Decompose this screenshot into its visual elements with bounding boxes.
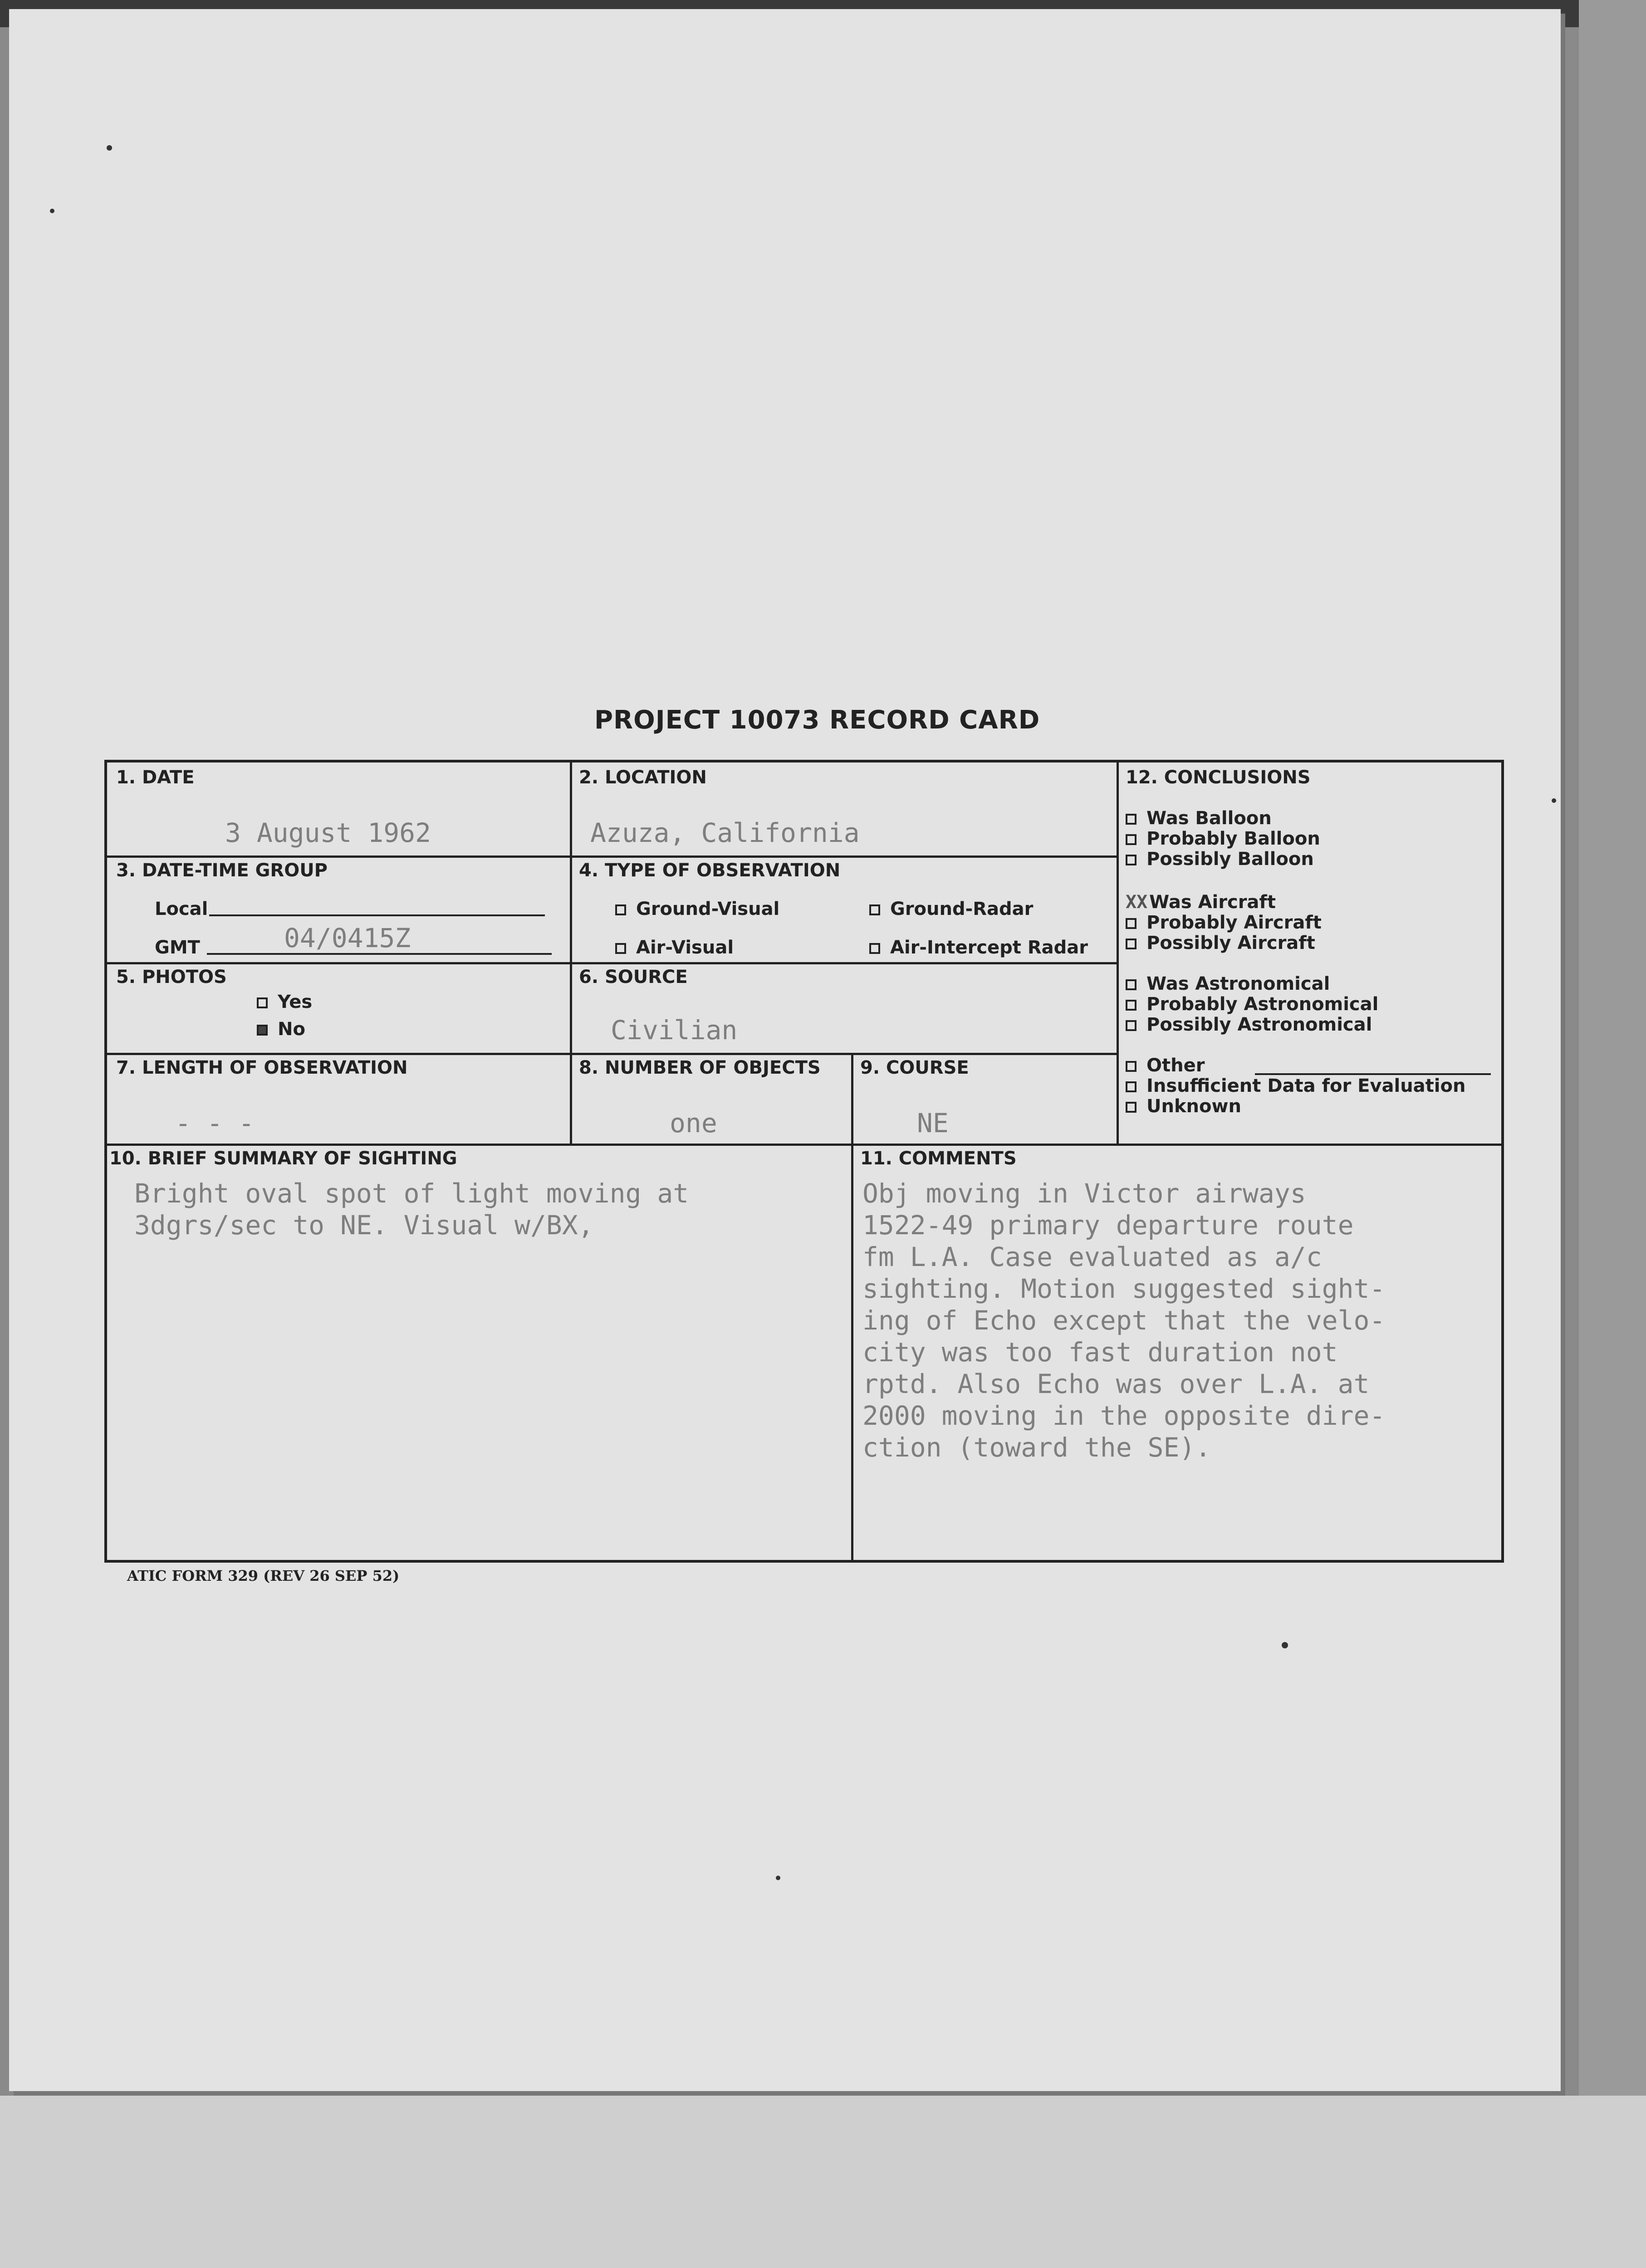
checkbox-icon [1126,918,1137,929]
conclusion-was-balloon: Was Balloon [1126,808,1272,829]
location-label: 2. LOCATION [579,767,707,788]
length-of-observation-value: - - - [175,1108,255,1139]
summary-line: 3dgrs/sec to NE. Visual w/BX, [134,1210,594,1241]
conclusion-was-aircraft: XX Was Aircraft [1126,892,1276,913]
dust-speck [1552,798,1556,803]
source-value: Civilian [611,1015,738,1046]
comments-line: ction (toward the SE). [862,1432,1211,1463]
conclusion-unknown: Unknown [1126,1096,1241,1117]
comments-line: city was too fast duration not [862,1337,1338,1368]
comments-line: 2000 moving in the opposite dire- [862,1400,1386,1431]
checkbox-icon [1126,1061,1137,1072]
checkbox-icon [1126,938,1137,949]
conclusion-other: Other [1126,1055,1205,1076]
checkbox-icon [1126,834,1137,845]
course-value: NE [917,1108,949,1139]
option-ground-radar: Ground-Radar [869,899,1033,919]
option-air-intercept-radar: Air-Intercept Radar [869,937,1088,958]
conclusion-was-astronomical: Was Astronomical [1126,973,1330,994]
conclusions-label: 12. CONCLUSIONS [1126,767,1311,788]
comments-line: sighting. Motion suggested sight- [862,1273,1386,1304]
conclusion-possibly-astronomical: Possibly Astronomical [1126,1014,1372,1035]
comments-line: 1522-49 primary departure route [862,1210,1354,1241]
card-title: PROJECT 10073 RECORD CARD [594,705,1040,735]
gmt-value: 04/0415Z [284,923,411,953]
checkbox-icon [1126,1102,1137,1113]
dust-speck [776,1876,780,1880]
local-underline [209,914,545,916]
checkbox-icon [1126,979,1137,990]
scan-bottom-area [0,2096,1646,2268]
summary-line: Bright oval spot of light moving at [134,1178,689,1209]
summary-label: 10. BRIEF SUMMARY OF SIGHTING [109,1148,457,1169]
local-label: Local [155,899,208,919]
conclusion-probably-balloon: Probably Balloon [1126,828,1320,849]
conclusion-possibly-balloon: Possibly Balloon [1126,849,1314,870]
date-value: 3 August 1962 [225,817,431,848]
checkbox-icon [1126,1081,1137,1092]
dust-speck [107,145,112,151]
conclusion-possibly-aircraft: Possibly Aircraft [1126,933,1315,953]
checkbox-icon [1126,1000,1137,1011]
option-air-visual: Air-Visual [615,937,734,958]
photos-label: 5. PHOTOS [116,967,227,987]
dust-speck [50,209,54,213]
record-card [104,760,1504,1563]
divider [107,1144,1501,1146]
number-of-objects-value: one [670,1108,717,1139]
date-time-group-label: 3. DATE-TIME GROUP [116,860,328,881]
gmt-label: GMT [155,937,200,958]
divider [107,962,1117,964]
divider [107,855,1117,858]
checked-mark: XX [1126,892,1148,913]
length-of-observation-label: 7. LENGTH OF OBSERVATION [116,1057,408,1078]
divider [570,763,572,1144]
comments-line: Obj moving in Victor airways [862,1178,1306,1209]
divider [1117,763,1119,1144]
photos-no-option: No [257,1019,305,1040]
checkbox-checked-icon [257,1025,268,1036]
conclusion-probably-astronomical: Probably Astronomical [1126,994,1378,1015]
conclusion-insufficient-data: Insufficient Data for Evaluation [1126,1075,1465,1096]
checkbox-icon [1126,855,1137,865]
checkbox-icon [615,943,626,954]
date-label: 1. DATE [116,767,195,788]
form-footer: ATIC FORM 329 (REV 26 SEP 52) [127,1567,400,1584]
comments-label: 11. COMMENTS [860,1148,1017,1169]
divider [107,1053,1117,1055]
divider [851,1053,853,1144]
comments-line: ing of Echo except that the velo- [862,1305,1386,1336]
checkbox-icon [869,943,880,954]
divider [851,1144,853,1563]
photos-yes-option: Yes [257,992,312,1012]
checkbox-icon [257,997,268,1008]
checkbox-icon [1126,814,1137,825]
checkbox-icon [1126,1020,1137,1031]
location-value: Azuza, California [590,817,860,848]
option-ground-visual: Ground-Visual [615,899,779,919]
checkbox-icon [869,904,880,915]
comments-line: fm L.A. Case evaluated as a/c [862,1242,1322,1272]
number-of-objects-label: 8. NUMBER OF OBJECTS [579,1057,821,1078]
source-label: 6. SOURCE [579,967,688,987]
type-of-observation-label: 4. TYPE OF OBSERVATION [579,860,841,881]
scan-right-edge [1579,0,1646,2096]
conclusion-probably-aircraft: Probably Aircraft [1126,912,1322,933]
course-label: 9. COURSE [860,1057,969,1078]
dust-speck [1282,1642,1288,1648]
other-underline [1255,1073,1491,1075]
checkbox-icon [615,904,626,915]
comments-line: rptd. Also Echo was over L.A. at [862,1369,1370,1399]
